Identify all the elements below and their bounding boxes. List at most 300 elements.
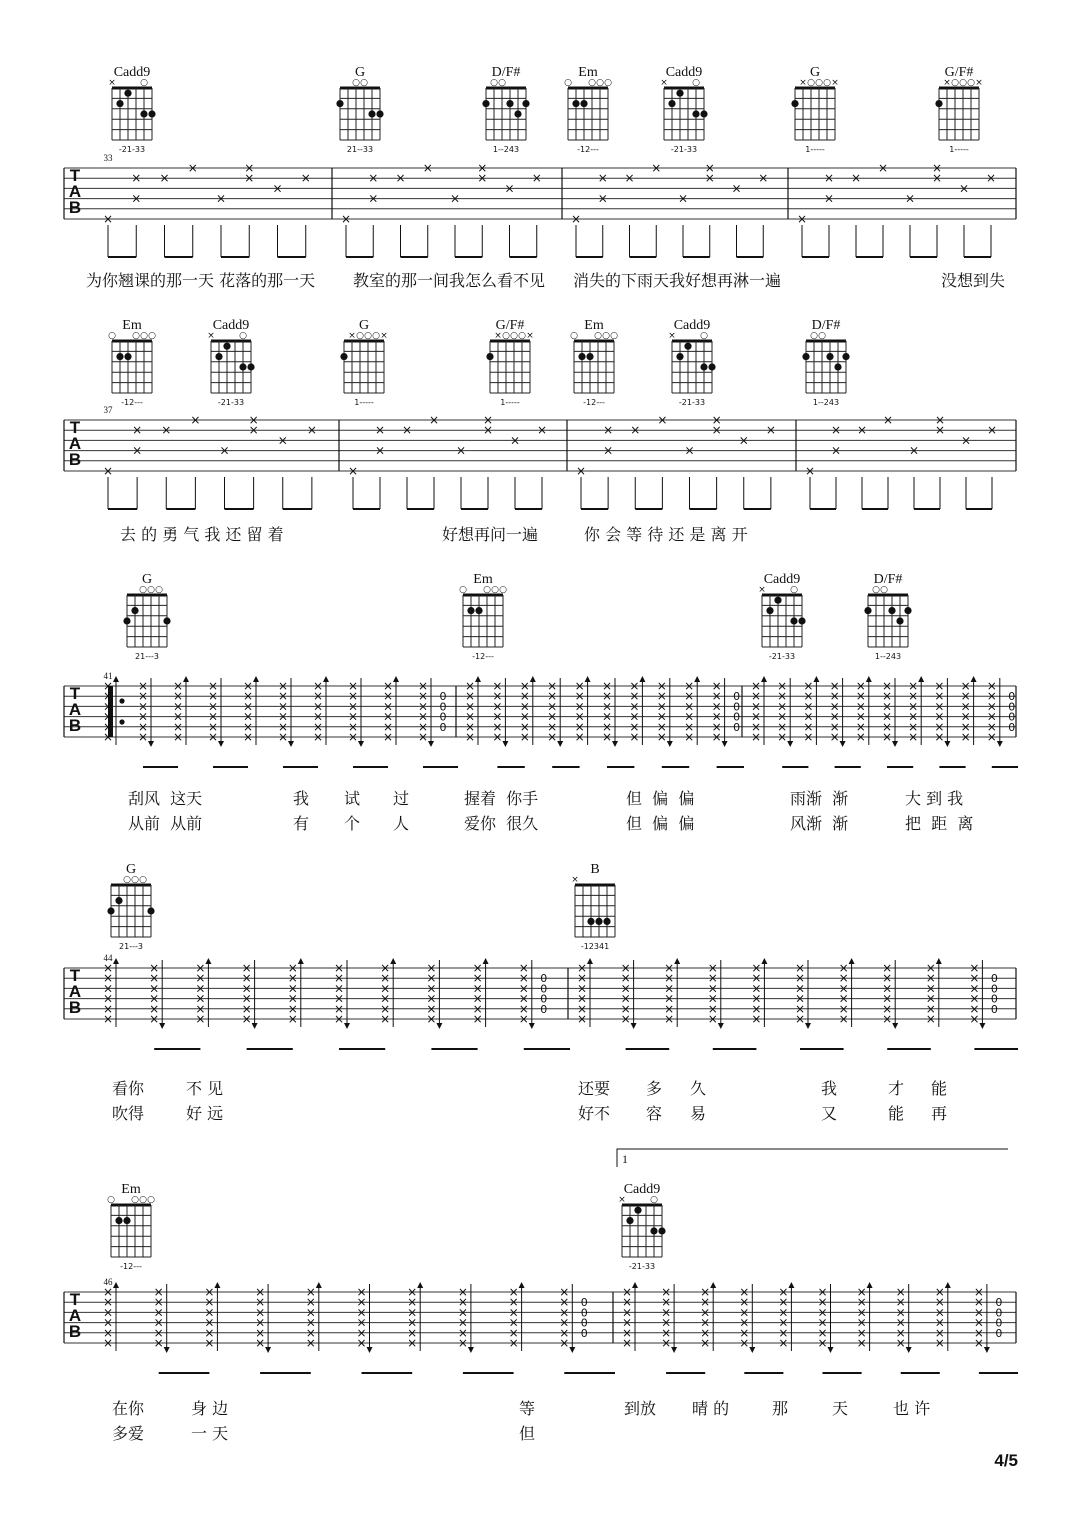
chord-dot (896, 617, 903, 624)
tab-note-x: × (576, 991, 588, 1006)
tab-note-x: × (508, 1315, 519, 1330)
strum-arrowhead (761, 958, 767, 964)
lyric-text: 一 天 (191, 1424, 229, 1443)
chord-dot (603, 918, 610, 925)
tab-note-x: × (149, 981, 160, 996)
tab-note-x: × (934, 699, 945, 714)
strum-arrowhead (979, 1023, 985, 1029)
chord-diagram (107, 1195, 155, 1271)
tab-note-x: × (312, 689, 324, 704)
tab-note-x: × (559, 1315, 570, 1330)
tab-note-x: × (347, 679, 359, 693)
chord-dot (586, 353, 593, 360)
chord-open-mute-mark: ○ (810, 331, 818, 341)
tab-note-x: × (856, 1305, 867, 1320)
chord-fingering: 1--243 (874, 652, 902, 661)
chord-open-mute-mark: ○ (364, 331, 372, 341)
tab-note-x: × (509, 433, 521, 448)
chord-open-mute-mark: ○ (131, 875, 139, 885)
tab-note-x: × (855, 699, 866, 714)
tab-note-x: × (576, 1001, 588, 1016)
page-number: 4/5 (994, 1451, 1018, 1470)
tab-note-x: × (426, 981, 437, 996)
chord-open-mute-mark: ○ (108, 331, 116, 341)
tab-note-x: × (426, 961, 437, 975)
tab-note-x: × (777, 719, 788, 734)
chord-diagram (340, 331, 387, 407)
tab-note-x: × (739, 1305, 750, 1320)
tab-note-x: × (215, 191, 227, 206)
tab-note-x: × (704, 171, 715, 186)
tab-note-x: × (925, 1001, 936, 1016)
chord-dot (131, 607, 138, 614)
chord-name: Em (473, 572, 493, 587)
tab-note-x: × (149, 961, 160, 975)
chord-diagram (618, 1195, 665, 1271)
tab-note-x: × (204, 1325, 215, 1340)
tab-note-x: × (464, 689, 476, 704)
tab-note-x: × (356, 1305, 367, 1320)
tab-note-x: × (656, 689, 667, 704)
tab-note-x: × (855, 709, 866, 724)
lyric-text: 有 (293, 814, 310, 833)
tab-note-x: × (333, 971, 345, 986)
tab-note-x: × (700, 1325, 711, 1340)
lyric-text: 人 (393, 814, 410, 833)
chord-open-mute-mark: ○ (594, 331, 602, 341)
strum-arrowhead (585, 676, 591, 682)
tab-note-x: × (102, 679, 114, 693)
strum-arrowhead (944, 741, 950, 747)
chord-diagram (660, 78, 707, 154)
tab-note-x: × (102, 971, 114, 986)
chord-open-mute-mark: ○ (132, 331, 140, 341)
measure-number: 46 (103, 1277, 113, 1287)
lyric-text: 去 的 勇 气 我 还 留 着 (120, 525, 284, 544)
tab-note-x: × (794, 991, 806, 1006)
chord-name: G (141, 572, 153, 587)
tab-note-x: × (601, 730, 613, 744)
tab-note-x: × (969, 961, 980, 975)
tab-system (64, 65, 1016, 257)
lyric-text: 那 (772, 1399, 789, 1418)
tab-note-x: × (255, 1285, 266, 1299)
tab-note-x: × (620, 981, 631, 996)
tab-note-x: × (969, 1001, 980, 1016)
tab-note-x: × (908, 719, 919, 734)
tab-note-x: × (102, 991, 114, 1006)
lyric-text: 看你 (112, 1079, 145, 1098)
tab-note-x: × (778, 1325, 789, 1340)
tab-note-x: × (241, 961, 252, 975)
tab-note-x: × (969, 971, 980, 986)
tab-note-x: × (380, 991, 391, 1006)
tab-note-x: × (803, 699, 814, 714)
tab-note-x: × (829, 689, 840, 704)
tab-note-x: × (661, 1305, 672, 1320)
tab-note-x: × (597, 191, 608, 206)
tab-note-x: × (934, 1336, 945, 1350)
tab-note-x: × (207, 689, 219, 704)
tab-note-x: × (969, 991, 980, 1006)
strum-arrowhead (288, 741, 294, 747)
tab-note-x: × (244, 161, 255, 175)
tab-note-x: × (751, 971, 762, 986)
strum-arrowhead (587, 958, 593, 964)
chord-open-mute-mark: ○ (823, 78, 831, 88)
strum-arrowhead (468, 1347, 474, 1353)
strum-arrowhead (631, 1023, 637, 1029)
strum-arrowhead (945, 1282, 951, 1288)
tab-note-x: × (559, 1305, 570, 1320)
tab-note-x: × (492, 689, 503, 704)
tab-clef: T (69, 418, 81, 437)
tab-note-x: × (803, 689, 814, 704)
lyric-text: 你 会 等 待 还 是 离 开 (584, 525, 748, 544)
tab-note-x: × (829, 730, 840, 744)
tab-note-x: × (277, 433, 288, 448)
tab-note-x: × (574, 689, 585, 704)
chord-dot (239, 363, 246, 370)
tab-clef: A (68, 434, 82, 453)
tab-note-x: × (547, 719, 558, 734)
tab-note-x: × (684, 709, 695, 724)
tab-note-x: × (684, 689, 695, 704)
chord-dot (864, 607, 871, 614)
tab-note-x: × (817, 1285, 828, 1299)
lyric-text: 等 (519, 1399, 536, 1418)
tab-note-x: × (417, 699, 429, 714)
chord-open-mute-mark: ○ (518, 331, 526, 341)
chord-dot (506, 100, 513, 107)
tab-note-x: × (934, 413, 946, 427)
chord-fingering: -21-33 (217, 398, 245, 407)
tab-note-x: × (382, 709, 394, 724)
tab-note-x: × (102, 1305, 114, 1320)
chord-diagram (935, 78, 982, 154)
tab-note-x: × (464, 719, 476, 734)
tab-note-x: × (986, 730, 997, 744)
strum-arrowhead (892, 741, 898, 747)
tab-note-x: × (739, 1315, 750, 1330)
chord-fingering: 21--33 (346, 145, 374, 154)
tab-note-x: × (172, 719, 184, 734)
lyric-text: 但 (519, 1424, 536, 1443)
tab-note-x: × (684, 679, 695, 693)
tab-note-x: × (855, 730, 866, 744)
chord-dot (147, 907, 154, 914)
repeat-dot (119, 698, 124, 703)
tab-note-x: × (803, 719, 814, 734)
tab-note-x: × (102, 1012, 114, 1026)
tab-note-x: × (407, 1295, 418, 1310)
chord-diagram (864, 585, 911, 661)
chord-diagram (802, 331, 849, 407)
tab-note-x: × (620, 971, 631, 986)
tab-note-x: × (895, 1305, 906, 1320)
tab-note-x: × (102, 719, 114, 734)
tab-note-x: × (287, 971, 298, 986)
tab-note-x: × (711, 413, 722, 427)
strum-arrowhead (840, 741, 846, 747)
chord-open-mute-mark: × (108, 78, 116, 88)
tab-note-x: × (934, 1325, 945, 1340)
tab-clef: T (69, 684, 81, 703)
strum-arrowhead (813, 676, 819, 682)
tab-note-x: × (102, 709, 114, 724)
chord-dot (368, 110, 375, 117)
tab-note-x: × (417, 730, 429, 744)
tab-fret-number: 0 (733, 690, 741, 704)
tab-note-x: × (908, 730, 919, 744)
tab-note-x: × (255, 1315, 266, 1330)
tab-note-x: × (407, 1336, 418, 1350)
tab-note-x: × (102, 1325, 114, 1340)
tab-fret-number: 0 (995, 1306, 1003, 1320)
chord-name: Cadd9 (623, 1182, 661, 1197)
chord-dot (148, 110, 155, 117)
tab-note-x: × (751, 991, 762, 1006)
tab-note-x: × (333, 991, 345, 1006)
strum-arrowhead (502, 741, 508, 747)
tab-note-x: × (407, 1315, 418, 1330)
strum-arrowhead (867, 1282, 873, 1288)
chord-open-mute-mark: × (831, 78, 839, 88)
tab-note-x: × (195, 981, 206, 996)
tab-note-x: × (664, 981, 675, 996)
tab-note-x: × (347, 699, 359, 714)
tab-note-x: × (204, 1305, 215, 1320)
tab-note-x: × (881, 679, 893, 693)
chord-open-mute-mark: ○ (140, 331, 148, 341)
strum-arrowhead (323, 676, 329, 682)
tab-note-x: × (751, 981, 762, 996)
tab-note-x: × (574, 719, 585, 734)
lyric-text: 多爱 (112, 1424, 145, 1443)
tab-note-x: × (204, 1295, 215, 1310)
chord-open-mute-mark: ○ (372, 331, 380, 341)
tab-note-x: × (829, 709, 840, 724)
tab-note-x: × (829, 679, 840, 693)
tab-note-x: × (908, 679, 919, 693)
chord-open-mute-mark: ○ (959, 78, 967, 88)
tab-note-x: × (187, 161, 198, 175)
tab-note-x: × (457, 1336, 468, 1350)
tab-note-x: × (508, 1285, 519, 1299)
chord-diagram (336, 78, 383, 154)
chord-open-mute-mark: ○ (502, 331, 510, 341)
tab-note-x: × (934, 679, 945, 693)
tab-note-x: × (656, 709, 667, 724)
tab-note-x: × (255, 1295, 266, 1310)
tab-note-x: × (172, 689, 184, 704)
tab-note-x: × (195, 1012, 206, 1026)
chord-dot (766, 607, 773, 614)
lyric-text: 不 见 (186, 1079, 224, 1098)
tab-note-x: × (856, 1325, 867, 1340)
tab-note-x: × (426, 1001, 437, 1016)
tab-note-x: × (629, 679, 640, 693)
tab-fret-number: 0 (1008, 710, 1016, 724)
lyric-text: 到放 (624, 1399, 657, 1418)
tab-note-x: × (547, 679, 558, 693)
chord-fingering: 1----- (949, 145, 969, 154)
tab-note-x: × (973, 1315, 984, 1330)
tab-note-x: × (382, 679, 394, 693)
chord-dot (626, 1217, 633, 1224)
tab-note-x: × (287, 1001, 298, 1016)
lyric-text: 消失的下雨天我好想再淋一遍 (573, 271, 782, 290)
tab-note-x: × (248, 413, 259, 427)
chord-dot (708, 363, 715, 370)
tab-note-x: × (881, 709, 893, 724)
lyric-text: 在你 (112, 1399, 145, 1418)
chord-dot (124, 353, 131, 360)
chord-fingering: -21-33 (768, 652, 796, 661)
tab-note-x: × (374, 443, 386, 458)
tab-note-x: × (664, 1001, 675, 1016)
strum-arrowhead (428, 741, 434, 747)
tab-note-x: × (882, 413, 894, 427)
tab-note-x: × (347, 709, 359, 724)
tab-note-x: × (973, 1285, 984, 1299)
tab-note-x: × (630, 423, 641, 438)
chord-diagram (564, 78, 612, 154)
tab-note-x: × (574, 699, 585, 714)
tab-note-x: × (778, 1295, 789, 1310)
lyric-text: 好不 (578, 1104, 611, 1123)
tab-note-x: × (518, 1001, 529, 1016)
tab-note-x: × (830, 423, 842, 438)
tab-note-x: × (621, 1315, 633, 1330)
tab-note-x: × (664, 1012, 675, 1026)
strum-arrowhead (113, 958, 119, 964)
chord-dot (595, 918, 602, 925)
lyric-text: 雨渐 渐 (790, 789, 849, 808)
lyric-text: 才 (888, 1079, 905, 1098)
tab-fret-number: 0 (995, 1326, 1003, 1340)
tab-note-x: × (661, 1315, 672, 1330)
tab-note-x: × (477, 171, 488, 186)
tab-note-x: × (711, 423, 722, 438)
strum-arrowhead (849, 958, 855, 964)
tab-note-x: × (102, 1336, 114, 1350)
chord-open-mute-mark: ○ (815, 78, 823, 88)
chord-dot (668, 100, 675, 107)
chord-name: G (358, 318, 370, 333)
tab-note-x: × (656, 730, 667, 744)
tab-note-x: × (758, 171, 769, 186)
tab-note-x: × (603, 443, 614, 458)
tab-note-x: × (750, 709, 762, 724)
tab-note-x: × (137, 709, 149, 724)
tab-note-x: × (153, 1305, 164, 1320)
chord-name: G (354, 65, 366, 80)
tab-note-x: × (457, 1285, 468, 1299)
tab-clef: B (68, 1322, 82, 1341)
chord-diagram (459, 585, 507, 661)
chord-dot (692, 110, 699, 117)
tab-note-x: × (711, 730, 722, 744)
strum-arrowhead (265, 1347, 271, 1353)
tab-note-x: × (519, 730, 530, 744)
tab-note-x: × (856, 1315, 867, 1330)
chord-diagram (791, 78, 838, 154)
tab-note-x: × (934, 709, 945, 724)
tab-note-x: × (620, 1012, 631, 1026)
tab-note-x: × (707, 1001, 718, 1016)
chord-dot (116, 100, 123, 107)
chord-dot (826, 353, 833, 360)
tab-note-x: × (172, 730, 184, 744)
chord-open-mute-mark: ○ (564, 78, 572, 88)
tab-note-x: × (356, 1295, 367, 1310)
tab-note-x: × (277, 699, 289, 714)
tab-note-x: × (172, 679, 184, 693)
strum-arrowhead (205, 958, 211, 964)
tab-system (64, 572, 1018, 767)
strum-arrowhead (344, 1023, 350, 1029)
tab-note-x: × (817, 1325, 828, 1340)
tab-note-x: × (248, 423, 259, 438)
chord-fingering: 1--243 (812, 398, 840, 407)
tab-note-x: × (601, 689, 613, 704)
tab-note-x: × (547, 709, 558, 724)
tab-note-x: × (777, 679, 788, 693)
tab-note-x: × (426, 1012, 437, 1026)
chord-name: G/F# (495, 318, 525, 333)
chord-open-mute-mark: ○ (790, 585, 798, 595)
tab-note-x: × (794, 971, 806, 986)
tab-fret-number: 0 (995, 1296, 1003, 1310)
chord-open-mute-mark: × (380, 331, 388, 341)
tab-note-x: × (464, 730, 476, 744)
chord-dot (676, 90, 683, 97)
tab-note-x: × (661, 1336, 672, 1350)
tab-note-x: × (518, 971, 529, 986)
lyric-text: 多 (646, 1079, 663, 1098)
lyric-text: 久 (690, 1079, 707, 1098)
tab-note-x: × (969, 1012, 980, 1026)
tab-note-x: × (817, 1305, 828, 1320)
tab-note-x: × (547, 699, 558, 714)
chord-dot (676, 353, 683, 360)
tab-note-x: × (172, 699, 184, 714)
strum-arrowhead (828, 1347, 834, 1353)
chord-name: Em (121, 1182, 141, 1197)
tab-note-x: × (895, 1315, 906, 1330)
lyric-text: 没想到失 (941, 271, 1006, 290)
tab-note-x: × (455, 443, 467, 458)
tab-note-x: × (241, 1001, 252, 1016)
tab-note-x: × (102, 1001, 114, 1016)
tab-fret-number: 0 (439, 710, 447, 724)
tab-fret-number: 0 (733, 700, 741, 714)
chord-name: B (590, 862, 600, 877)
tab-note-x: × (629, 709, 640, 724)
tab-note-x: × (472, 981, 483, 996)
tab-note-x: × (829, 719, 840, 734)
chord-fingering: 1--243 (492, 145, 520, 154)
tab-note-x: × (574, 709, 585, 724)
tab-note-x: × (137, 719, 149, 734)
tab-note-x: × (153, 1315, 164, 1330)
chord-dot (123, 1217, 130, 1224)
tab-note-x: × (576, 981, 588, 996)
lyric-text: 易 (690, 1104, 707, 1123)
tab-note-x: × (287, 981, 298, 996)
tab-clef: B (68, 198, 82, 217)
